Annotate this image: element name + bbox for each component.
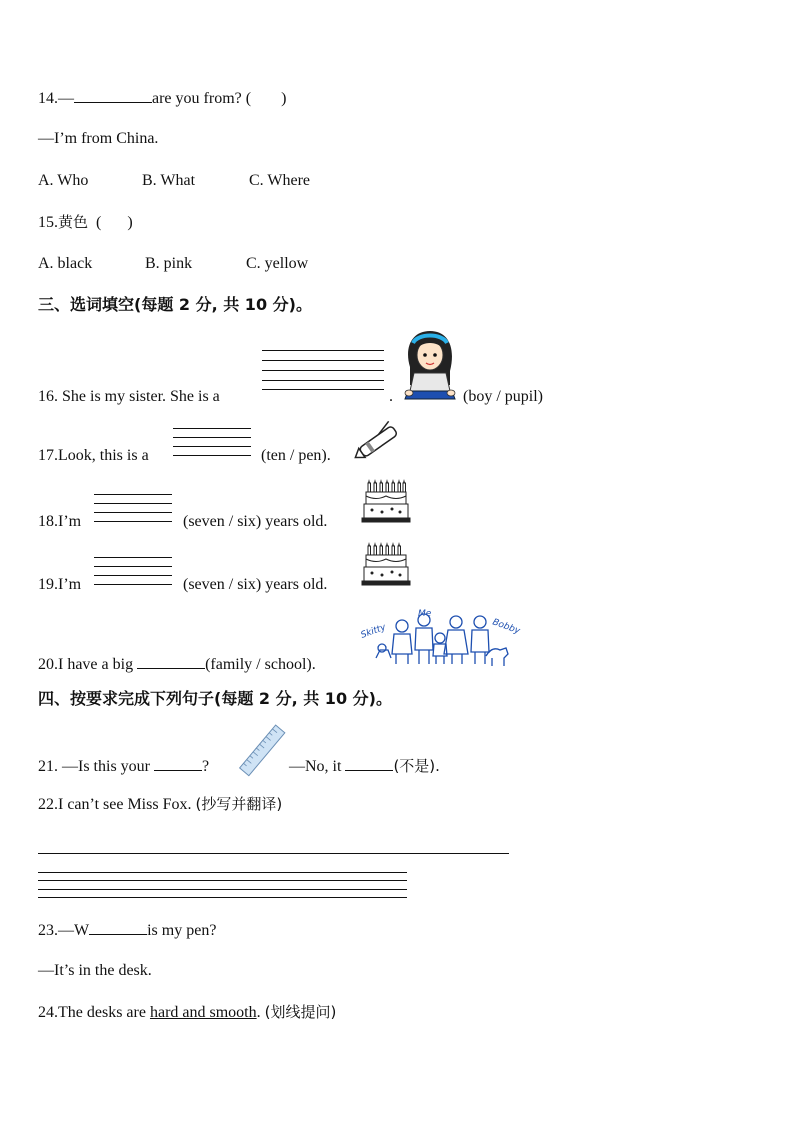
word-choice: (seven / six) years old. [183, 513, 328, 530]
section-4-title: 四、按要求完成下列句子(每题 2 分, 共 10 分)。 [38, 689, 392, 708]
word-choice: (boy / pupil) [463, 388, 543, 405]
question-17: 17.Look, this is a [38, 447, 149, 464]
question-18: 18.I’m [38, 513, 82, 530]
answer-blank[interactable] [89, 920, 147, 935]
writing-lines[interactable] [94, 557, 172, 587]
answer-blank[interactable] [74, 88, 152, 103]
option-a[interactable]: A. Who [38, 172, 89, 189]
birthday-cake-icon [362, 541, 410, 587]
ruler-icon [239, 726, 287, 776]
option-c[interactable]: C. Where [249, 172, 311, 189]
question-23-reply: —It’s in the desk. [38, 962, 152, 979]
option-b[interactable]: B. pink [145, 255, 193, 272]
answer-blank[interactable] [345, 756, 393, 771]
answer-blank[interactable] [137, 654, 205, 669]
label-skitty: Skitty [359, 622, 388, 641]
writing-lines[interactable] [38, 872, 407, 900]
answer-blank[interactable] [154, 756, 202, 771]
question-16: 16. She is my sister. She is a [38, 388, 220, 405]
question-14: 14.— are you from? ( ) [38, 90, 287, 107]
birthday-cake-icon [362, 478, 410, 524]
option-b[interactable]: B. What [142, 172, 196, 189]
question-19: 19.I’m [38, 576, 82, 593]
writing-lines[interactable] [173, 428, 251, 458]
answer-line[interactable] [38, 853, 509, 854]
question-20: 20.I have a big (family / school). [38, 656, 316, 673]
pen-icon [352, 418, 404, 464]
option-a[interactable]: A. black [38, 255, 93, 272]
question-22: 22.I can’t see Miss Fox. (抄写并翻译) [38, 795, 283, 813]
underlined-phrase: hard and smooth [149, 1004, 257, 1021]
label-me: Me [418, 609, 432, 619]
question-21-reply: —No, it (不是). [289, 757, 440, 775]
question-14-reply: —I’m from China. [38, 130, 159, 147]
word-choice: (ten / pen). [261, 447, 331, 464]
word-choice: (seven / six) years old. [183, 576, 328, 593]
family-picture-icon [360, 602, 524, 668]
question-21: 21. —Is this your ? [38, 758, 210, 775]
writing-lines[interactable] [94, 494, 172, 524]
label-bobby: Bobby [490, 617, 522, 637]
question-15: 15.黄色 ( ) [38, 213, 133, 231]
writing-lines[interactable] [262, 350, 384, 390]
period: . [389, 388, 393, 405]
section-3-title: 三、选词填空(每题 2 分, 共 10 分)。 [38, 295, 312, 314]
option-c[interactable]: C. yellow [246, 255, 309, 272]
question-24: 24.The desks are hard and smooth. (划线提问) [38, 1003, 337, 1021]
girl-icon [400, 327, 458, 403]
question-23: 23.—W is my pen? [38, 922, 217, 939]
